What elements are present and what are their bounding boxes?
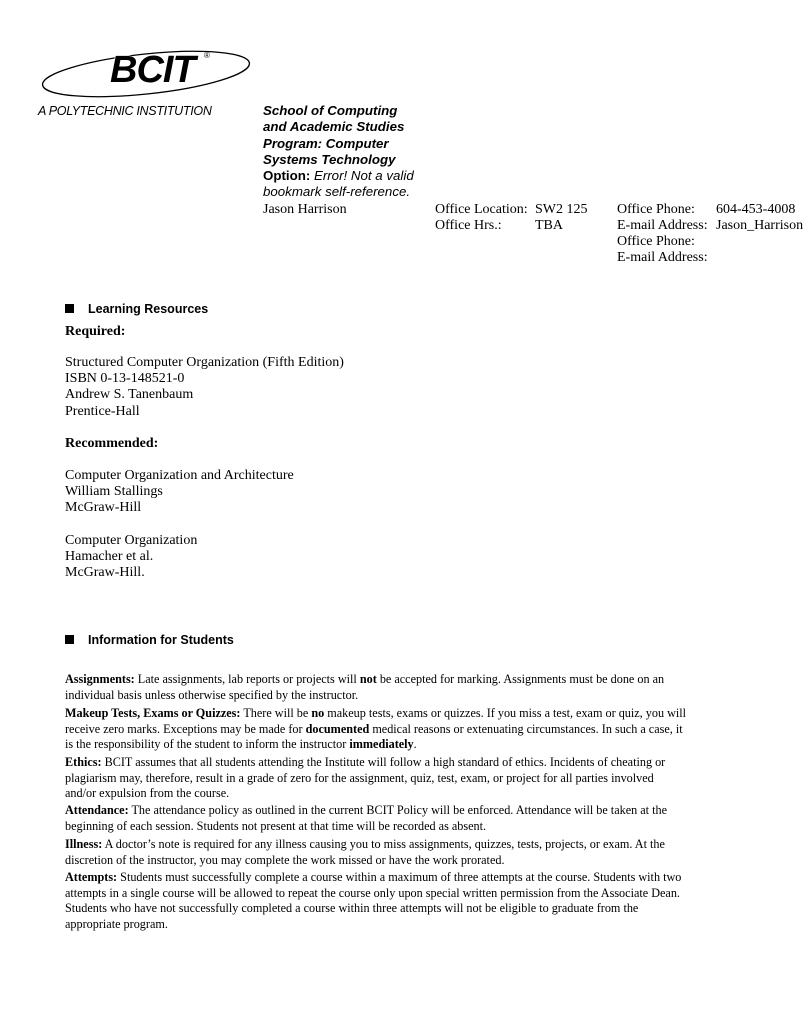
ethics-policy: Ethics: BCIT assumes that all students attending the Institute will follow a high standard of ethics. Incidents of cheating or plagiarism may, therefore, result in a grade of zero for the assignment, quiz, test, exam, or project for all parties involved and/or expulsion from the course. <box>65 755 666 800</box>
book-publisher: Prentice-Hall <box>65 403 140 419</box>
school-line: School of Computing <box>263 103 398 118</box>
office-phone-value: 604-453-4008 <box>716 202 796 217</box>
policy-label: Attendance: <box>65 803 129 817</box>
book-author: William Stallings <box>65 484 163 500</box>
office-hours-label: Office Hrs.: <box>435 218 502 233</box>
option-value-cont: bookmark self-reference. <box>263 184 411 200</box>
book-author: Andrew S. Tanenbaum <box>65 387 194 403</box>
assignments-policy: Assignments: Late assignments, lab reports or projects will not be accepted for marking. Assignments must be done on an individual basis unless otherwise specified by the instructor. <box>65 672 665 702</box>
program-line: Systems Technology <box>263 151 396 167</box>
square-bullet-icon <box>65 635 74 644</box>
book-author: Hamacher et al. <box>65 549 154 565</box>
book-publisher: McGraw-Hill. <box>65 565 145 581</box>
square-bullet-icon <box>65 304 74 313</box>
policy-label: Attempts: <box>65 870 118 884</box>
email-label-2: E-mail Address: <box>617 250 708 265</box>
book-publisher: McGraw-Hill <box>65 500 142 516</box>
logo-tagline: A POLYTECHNIC INSTITUTION <box>38 104 212 118</box>
recommended-book-2 <box>65 533 197 582</box>
option-value: Error! Not a valid <box>310 168 414 184</box>
email-label: E-mail Address: <box>617 218 708 233</box>
book-isbn: ISBN 0-13-148521-0 <box>65 371 185 387</box>
office-phone-label: Office Phone: <box>617 202 695 217</box>
program-line: Program: Computer <box>263 135 389 151</box>
office-location-label: Office Location: <box>435 202 528 217</box>
book-title: Computer Organization and Architecture <box>65 468 294 483</box>
office-hours-value: TBA <box>535 218 563 233</box>
office-location-value: SW2 125 <box>535 202 588 217</box>
policy-label: Ethics: <box>65 755 102 769</box>
policy-label: Assignments: <box>65 672 135 686</box>
svg-text:BCIT: BCIT <box>110 49 195 91</box>
school-line: and Academic Studies <box>263 119 405 135</box>
svg-text:®: ® <box>204 51 210 60</box>
policy-label: Makeup Tests, Exams or Quizzes: <box>65 706 241 720</box>
learning-resources-heading: Learning Resources <box>65 302 208 316</box>
option-label: Option: <box>263 168 311 184</box>
illness-policy: Illness: A doctor’s note is required for any illness causing you to miss assignments, quizzes, tests, projects, or exam. At the discretion of the instructor, you may complete the work missed or have the work prorated. <box>65 837 665 867</box>
instructor-name: Jason Harrison <box>263 202 347 217</box>
policy-label: Illness: <box>65 837 103 851</box>
information-for-students-heading: Information for Students <box>65 633 234 647</box>
makeup-policy: Makeup Tests, Exams or Quizzes: There will be no makeup tests, exams or quizzes. If you miss a test, exam or quiz, you will receive zero marks. Exceptions may be made for documented medical reasons or extenuating circumstances. In such a case, it is the responsibility of the student to inform the instructor immediately. <box>65 706 687 751</box>
book-title: Structured Computer Organization (Fifth Edition) <box>65 355 344 370</box>
attempts-policy: Attempts: Students must successfully complete a course within a maximum of three attempts at the course. Students with two attempts in a single course will be allowed to repeat the course only upon special written permission from the Associate Dean. Students who have not successfully completed a course within three attempts will not be eligible to graduate from the appropriate program. <box>65 870 682 931</box>
email-value: Jason_Harrison <box>716 218 803 233</box>
recommended-label: Recommended: <box>65 436 159 451</box>
recommended-book-1 <box>65 468 294 517</box>
course-header <box>263 103 443 201</box>
office-phone-label-2: Office Phone: <box>617 234 695 249</box>
required-label: Required: <box>65 324 126 339</box>
book-title: Computer Organization <box>65 533 198 548</box>
required-book <box>65 355 344 420</box>
attendance-policy: Attendance: The attendance policy as outlined in the current BCIT Policy will be enforced. Attendance will be taken at the beginning of each session. Students not present at that time will be recorded as absent. <box>65 803 667 833</box>
